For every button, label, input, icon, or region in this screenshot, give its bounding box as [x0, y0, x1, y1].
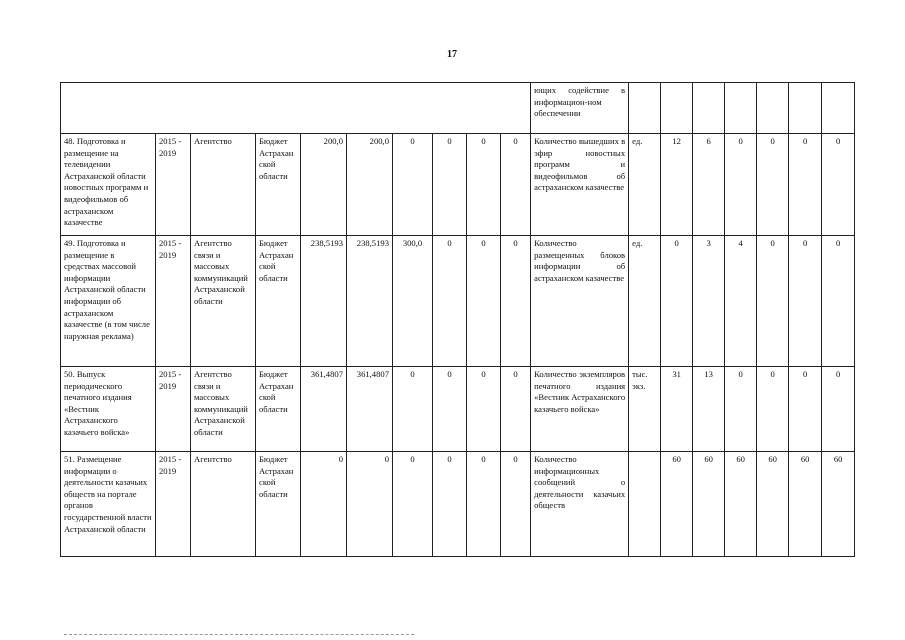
table-cell-t6: 0	[822, 367, 855, 452]
table-cell-v6: 0	[501, 236, 531, 367]
table-cell-unit	[629, 83, 661, 134]
table-cell-source: Бюджет Астраханской области	[256, 134, 301, 236]
table-cell-t4: 60	[757, 452, 789, 557]
table-cell-t5: 60	[789, 452, 822, 557]
table-cell-v3: 0	[393, 367, 433, 452]
table-cell-t5: 0	[789, 236, 822, 367]
table-cell-v5: 0	[467, 452, 501, 557]
table-cell-t1: 12	[661, 134, 693, 236]
table-cell-t5: 0	[789, 367, 822, 452]
table-cell-v1: 238,5193	[301, 236, 347, 367]
table-cell-v1: 0	[301, 452, 347, 557]
table-cell-t1: 31	[661, 367, 693, 452]
table-cell-t1	[661, 83, 693, 134]
table-cell-v6: 0	[501, 367, 531, 452]
table-cell-source: Бюджет Астраханской области	[256, 452, 301, 557]
table-cell-v4: 0	[433, 236, 467, 367]
table-cell-v2: 238,5193	[347, 236, 393, 367]
table-cell-v2: 361,4807	[347, 367, 393, 452]
table-cell-name: 51. Размещение информации о деятельности казачьих обществ на портале органов государственной власти Астраханской области	[61, 452, 156, 557]
table-cell-t2: 3	[693, 236, 725, 367]
table-cell-v3: 0	[393, 452, 433, 557]
table-cell-executor: Агентство	[191, 134, 256, 236]
table-cell-t3: 4	[725, 236, 757, 367]
table-cell-v6: 0	[501, 452, 531, 557]
page-number: 17	[447, 49, 457, 60]
table-row	[61, 134, 855, 236]
table-cell-indicator: ющих содействие в информацион-ном обеспечении	[531, 83, 629, 134]
table-cell-t2: 13	[693, 367, 725, 452]
table-cell-v4: 0	[433, 367, 467, 452]
table-cell-name: 48. Подготовка и размещение на телевидении Астраханской области новостных программ и видеофильмов об астраханском казачестве	[61, 134, 156, 236]
table-cell-t1: 60	[661, 452, 693, 557]
table-row	[61, 83, 855, 134]
table-cell-t1: 0	[661, 236, 693, 367]
table-cell-t5	[789, 83, 822, 134]
table-cell-t6: 60	[822, 452, 855, 557]
table-cell-v1: 200,0	[301, 134, 347, 236]
table-cell	[61, 83, 531, 134]
table-cell-t4: 0	[757, 367, 789, 452]
table-cell-t3: 0	[725, 367, 757, 452]
table-cell-period: 2015 - 2019	[156, 367, 191, 452]
table-cell-indicator: Количество экземпляров печатного издания «Вестник Астраханского казачьего войска»	[531, 367, 629, 452]
table-cell-t2	[693, 83, 725, 134]
table-cell-period: 2015 - 2019	[156, 134, 191, 236]
table-cell-v4: 0	[433, 134, 467, 236]
table-cell-executor: Агентство связи и массовых коммуникаций Астраханской области	[191, 236, 256, 367]
table-cell-unit: ед.	[629, 236, 661, 367]
table-cell-indicator: Количество размещенных блоков информации об астраханском казачестве	[531, 236, 629, 367]
table-cell-t4: 0	[757, 236, 789, 367]
table-cell-v5: 0	[467, 134, 501, 236]
table-cell-t2: 6	[693, 134, 725, 236]
table-cell-v6: 0	[501, 134, 531, 236]
table-cell-t2: 60	[693, 452, 725, 557]
footer-rule	[64, 634, 414, 635]
table-cell-t4: 0	[757, 134, 789, 236]
table-cell-unit	[629, 452, 661, 557]
table-cell-unit: тыс. экз.	[629, 367, 661, 452]
table-cell-t5: 0	[789, 134, 822, 236]
table-cell-v5: 0	[467, 236, 501, 367]
table-cell-v5: 0	[467, 367, 501, 452]
table-cell-t3: 0	[725, 134, 757, 236]
table-cell-source: Бюджет Астраханской области	[256, 236, 301, 367]
table-cell-v1: 361,4807	[301, 367, 347, 452]
table-cell-t4	[757, 83, 789, 134]
table-cell-name: 49. Подготовка и размещение в средствах массовой информации Астраханской области информации об астраханском казачестве (в том числе наружная реклама)	[61, 236, 156, 367]
table-row	[61, 367, 855, 452]
table-cell-v2: 200,0	[347, 134, 393, 236]
table-cell-t6	[822, 83, 855, 134]
table-cell-t6: 0	[822, 236, 855, 367]
table-cell-executor: Агентство связи и массовых коммуникаций Астраханской области	[191, 367, 256, 452]
table-cell-indicator: Количество вышедших в эфир новостных программ и видеофильмов об астраханском казачестве	[531, 134, 629, 236]
table-cell-executor: Агентство	[191, 452, 256, 557]
table-row	[61, 236, 855, 367]
table-cell-t3: 60	[725, 452, 757, 557]
table-cell-t6: 0	[822, 134, 855, 236]
table-cell-indicator: Количество информационных сообщений о деятельности казачьих обществ	[531, 452, 629, 557]
table-row	[61, 452, 855, 557]
table-cell-v3: 0	[393, 134, 433, 236]
table-cell-v2: 0	[347, 452, 393, 557]
table-cell-period: 2015 - 2019	[156, 236, 191, 367]
table-cell-unit: ед.	[629, 134, 661, 236]
table-cell-v4: 0	[433, 452, 467, 557]
table-cell-t3	[725, 83, 757, 134]
table-cell-source: Бюджет Астраханской области	[256, 367, 301, 452]
table-cell-period: 2015 - 2019	[156, 452, 191, 557]
table-cell-name: 50. Выпуск периодического печатного издания «Вестник Астраханского казачьего войска»	[61, 367, 156, 452]
program-measures-table	[60, 82, 855, 557]
table-cell-v3: 300,0	[393, 236, 433, 367]
